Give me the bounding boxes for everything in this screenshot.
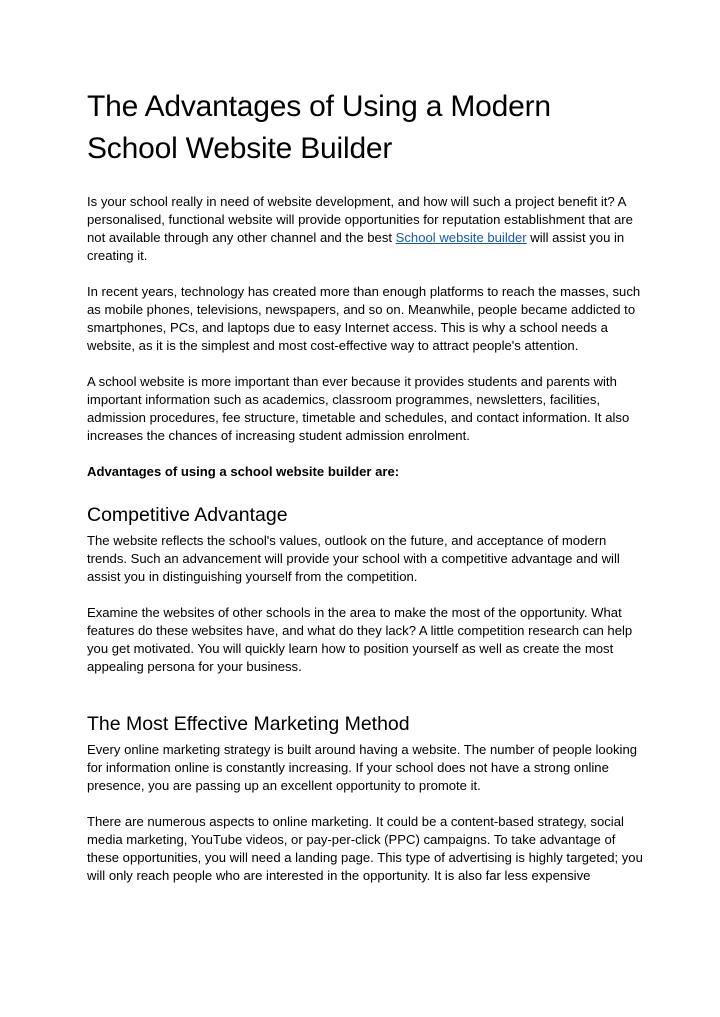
- competitive-advantage-paragraph-2: Examine the websites of other schools in the area to make the most of the opportunity. What features do these websites have, and what do they lack? A little competition research can help you get motivated. You will quickly learn how to position yourself as well as create the most appealing persona for your business.: [87, 605, 633, 674]
- section-heading-marketing-method: The Most Effective Marketing Method: [87, 713, 410, 735]
- intro-text-after-link: will assist you in creating it.: [87, 230, 625, 263]
- technology-paragraph: In recent years, technology has created more than enough platforms to reach the masses, such as mobile phones, televisions, newspapers, and so on. Meanwhile, people became addicted to smartphones, PCs, and laptops due to easy Internet access. This is why a school needs a website, as it is the simplest and most cost-effective way to attract people's attention.: [87, 284, 641, 353]
- section-heading-competitive-advantage: Competitive Advantage: [87, 504, 288, 526]
- marketing-method-paragraph-2: There are numerous aspects to online marketing. It could be a content-based strategy, social media marketing, YouTube videos, or pay-per-click (PPC) campaigns. To take advantage of these opportunities, you will need a landing page. This type of advertising is highly targeted; you will only reach people who are interested in the opportunity. It is also far less expensive: [87, 814, 643, 883]
- advantages-heading: Advantages of using a school website builder are:: [87, 464, 400, 479]
- intro-text-before-link: Is your school really in need of website development, and how will such a project benefit it? A personalised, functional website will provide opportunities for reputation establishment that are not available through any other channel and the best: [87, 194, 633, 245]
- document-title: The Advantages of Using a Modern School Website Builder: [87, 90, 551, 165]
- competitive-advantage-paragraph-1: The website reflects the school's values, outlook on the future, and acceptance of modern trends. Such an advancement will provide your school with a competitive advantage and will assist you in distinguishing yourself from the competition.: [87, 533, 620, 584]
- document-page: [87, 86, 647, 903]
- importance-paragraph: A school website is more important than ever because it provides students and parents with important information such as academics, classroom programmes, newsletters, facilities, admission procedures, fee structure, timetable and schedules, and contact information. It also increases the chances of increasing student admission enrolment.: [87, 374, 630, 443]
- intro-paragraph: [87, 193, 647, 265]
- school-website-builder-link[interactable]: School website builder: [395, 230, 527, 245]
- marketing-method-paragraph-1: Every online marketing strategy is built around having a website. The number of people looking for information online is constantly increasing. If your school does not have a strong online presence, you are passing up an excellent opportunity to promote it.: [87, 742, 638, 793]
